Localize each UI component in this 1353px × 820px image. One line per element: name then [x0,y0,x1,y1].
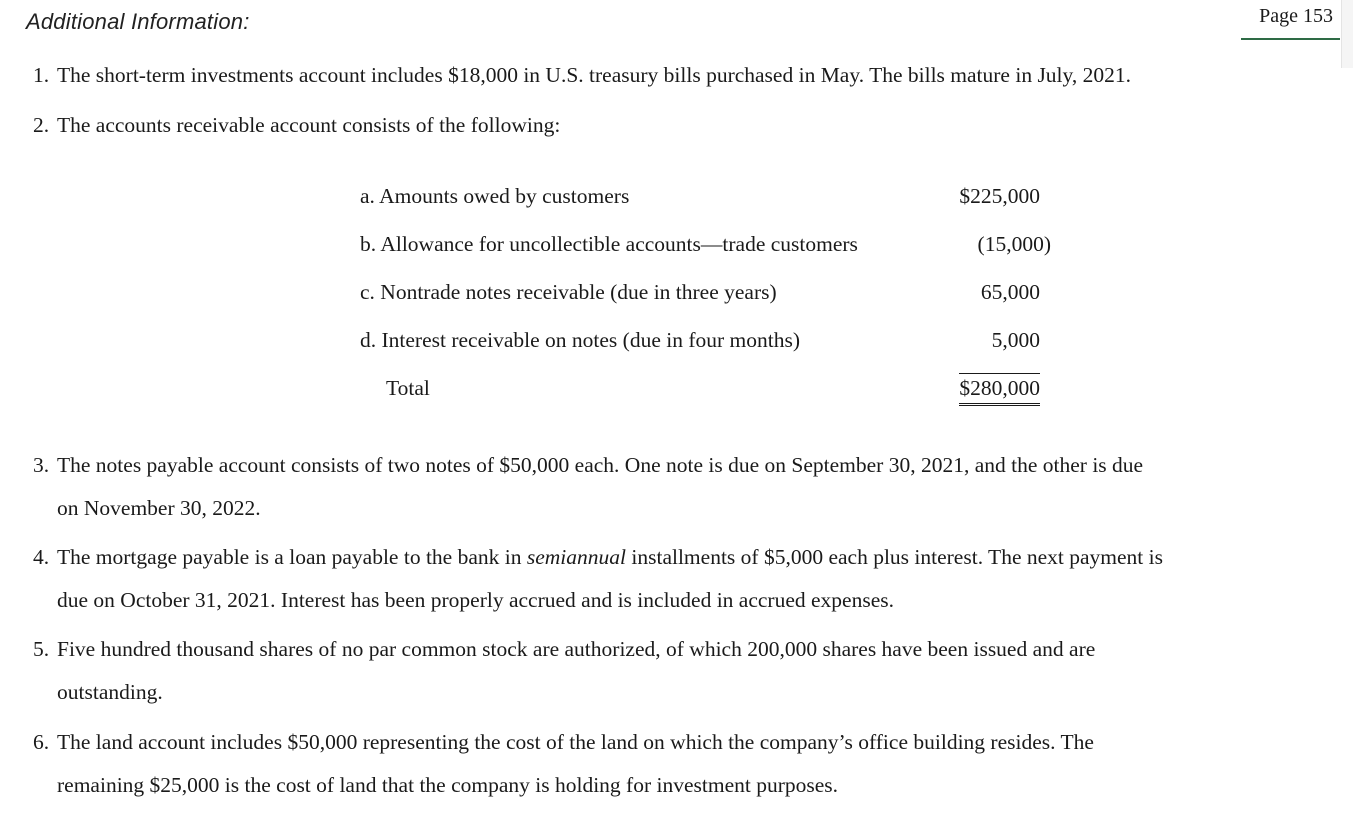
schedule-amount: 5,000 [991,328,1040,352]
item-text-line1: Five hundred thousand shares of no par common stock are authorized, of which 200,000 shares have been issued and are [57,637,1096,661]
item-text-emphasis: semiannual [526,545,626,569]
schedule-row [360,327,1060,357]
schedule-total-row [360,375,1060,405]
info-item-3 [33,444,1143,530]
schedule-label: c. Nontrade notes receivable (due in three years) [360,280,777,304]
item-number: 6. [33,730,50,754]
schedule-row [360,279,1060,309]
item-text-line1: The land account includes $50,000 representing the cost of the land on which the company’s office building resides. The [57,730,1094,754]
item-text-line2: outstanding. [57,680,163,704]
info-item-1 [33,54,1131,97]
item-text-line2: remaining $25,000 is the cost of land that the company is holding for investment purposes. [57,773,839,797]
schedule-label: a. Amounts owed by customers [360,184,630,208]
info-item-4 [33,536,1163,622]
item-number: 1. [33,63,50,87]
schedule-amount: (15,000) [977,232,1051,256]
item-text-line2: on November 30, 2022. [57,496,261,520]
scroll-edge [1341,0,1353,68]
item-text-line1-start: The mortgage payable is a loan payable to the bank in [57,545,527,569]
item-text: The accounts receivable account consists of the following: [57,113,561,137]
info-item-5 [33,628,1095,714]
schedule-label: d. Interest receivable on notes (due in four months) [360,328,801,352]
info-item-2 [33,104,560,147]
item-number: 2. [33,113,50,137]
item-text-line1-end: installments of $5,000 each plus interest. The next payment is [626,545,1163,569]
item-number: 4. [33,545,50,569]
section-heading: Additional Information: [26,9,250,34]
schedule-amount: $225,000 [959,184,1040,208]
info-item-6 [33,721,1094,807]
schedule-label: b. Allowance for uncollectible accounts—trade customers [360,232,858,256]
schedule-amount: 65,000 [980,280,1040,304]
schedule-row [360,231,1060,261]
item-text-line2: due on October 31, 2021. Interest has been properly accrued and is included in accrued expenses. [57,588,894,612]
item-number: 5. [33,637,50,661]
item-number: 3. [33,453,50,477]
item-text: The short-term investments account includes $18,000 in U.S. treasury bills purchased in May. The bills mature in July, 2021. [57,63,1132,87]
total-amount: $280,000 [959,373,1040,406]
page-number: Page 153 [1241,3,1340,40]
total-label: Total [386,376,430,400]
item-text-line1: The notes payable account consists of two notes of $50,000 each. One note is due on September 30, 2021, and the other is due [57,453,1144,477]
schedule-row [360,183,1060,213]
